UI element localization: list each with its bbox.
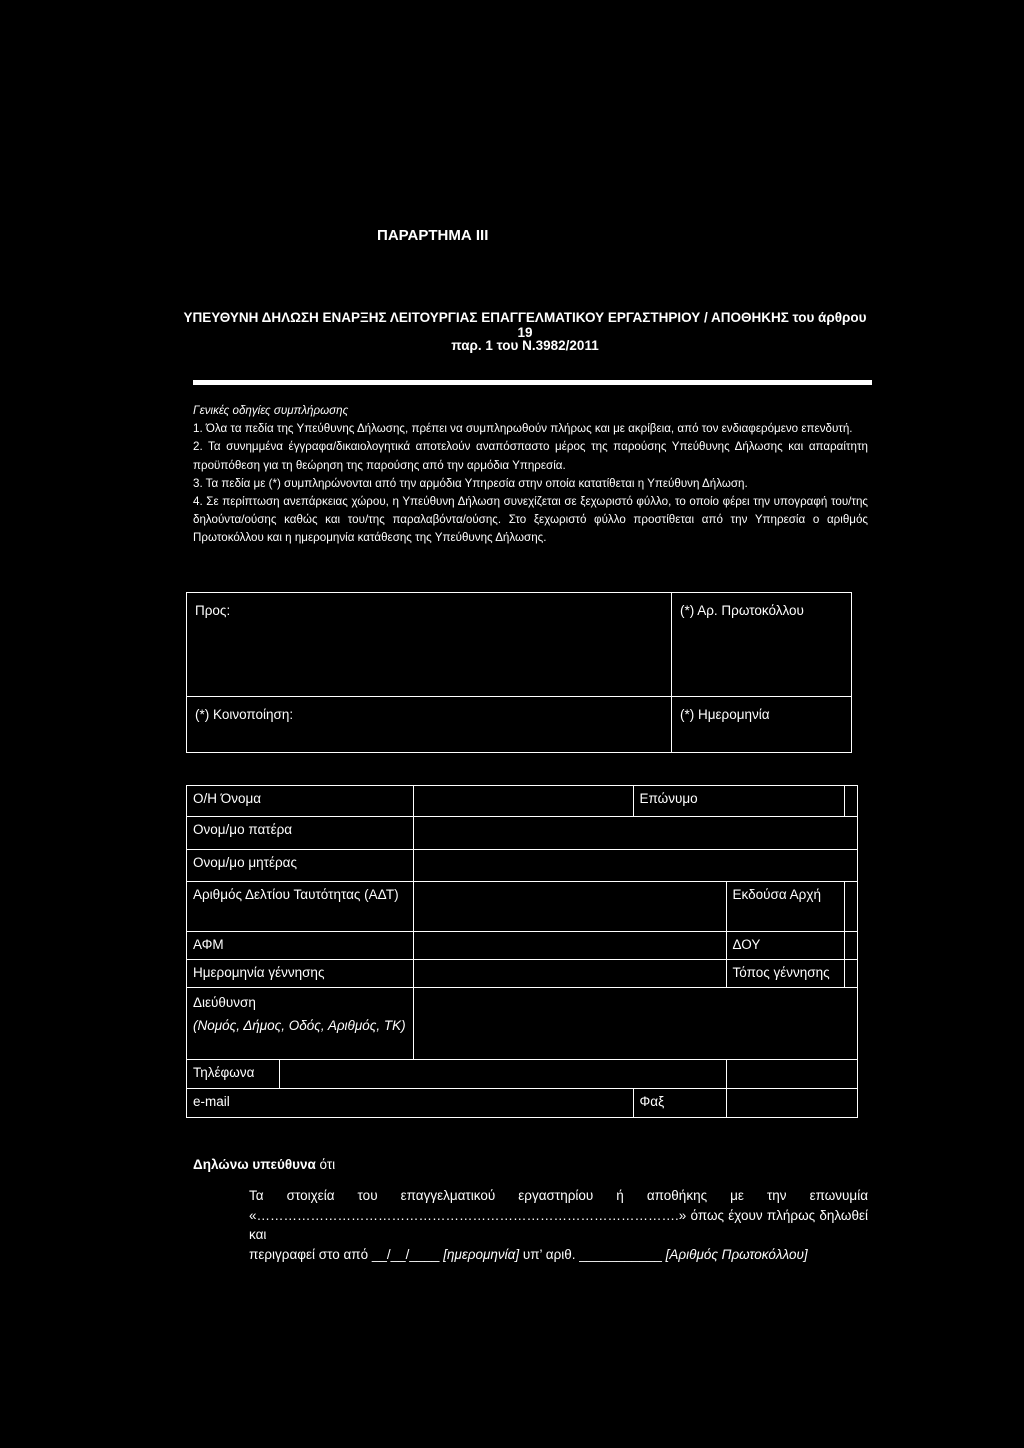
father-name-label: Ονομ/μο πατέρα: [193, 822, 293, 837]
declaration-number-hint: [Αριθμός Πρωτοκόλλου]: [665, 1246, 808, 1262]
phones-label: Τηλέφωνα: [193, 1065, 255, 1080]
to-field[interactable]: [187, 593, 672, 697]
address-label: Διεύθυνση: [193, 995, 256, 1010]
birth-date-label: Ημερομηνία γέννησης: [193, 965, 325, 980]
fax-label-cell: [633, 1089, 726, 1118]
tax-id-input[interactable]: [414, 932, 726, 960]
father-name-input[interactable]: [414, 817, 858, 850]
issuing-authority-input[interactable]: [844, 882, 857, 932]
tax-office-input[interactable]: [844, 932, 857, 960]
divider: [193, 380, 872, 385]
birth-place-input[interactable]: [844, 960, 857, 988]
instruction-item: 1. Όλα τα πεδία της Υπεύθυνης Δήλωσης, πρέπει να συμπληρωθούν πλήρως και με ακρίβεια, από τον ενδιαφερόμενο επενδυτή.: [193, 422, 853, 436]
surname-input[interactable]: [844, 786, 857, 817]
notification-label: (*) Κοινοποίηση:: [195, 707, 294, 722]
name-label: Ο/Η Όνομα: [193, 791, 262, 806]
email-label-cell: [187, 1089, 634, 1118]
document-heading-law: παρ. 1 του Ν.3982/2011: [451, 338, 599, 353]
surname-label-cell: [633, 786, 844, 817]
father-name-label-cell: [187, 817, 414, 850]
instruction-item: 2. Τα συνημμένα έγγραφα/δικαιολογητικά αποτελούν αναπόσπαστο μέρος της παρούσης Υπεύθυνης Δήλωσης και απαραίτητη προϋπόθεση για τη θεώρηση της παρούσης από την αρμόδια Υπηρεσία.: [193, 440, 868, 472]
instruction-item: 4. Σε περίπτωση ανεπάρκειας χώρου, η Υπεύθυνη Δήλωση συνεχίζεται σε ξεχωριστό φύλλο, το οποίο φέρει την υπογραφή του/της δηλούντα/ούσης καθώς και του/της παραλαβόντα/ούσης. Στο ξεχωριστό φύλλο προστίθεται από την Υπηρεσία ο αριθμός Πρωτοκόλλου και η ημερομηνία κατάθεσης της Υπεύθυνης Δήλωσης.: [193, 495, 868, 545]
instructions-title: Γενικές οδηγίες συμπλήρωσης: [193, 404, 349, 417]
mother-name-input[interactable]: [414, 850, 858, 882]
birth-date-label-cell: [187, 960, 414, 988]
declaration-bold: Δηλώνω υπεύθυνα: [193, 1157, 316, 1172]
declaration-rest: ότι: [315, 1157, 336, 1172]
birth-place-label: Τόπος γέννησης: [732, 965, 830, 980]
date-field[interactable]: [672, 697, 852, 753]
notification-field[interactable]: [187, 697, 672, 753]
phones-label-cell: [187, 1060, 280, 1089]
protocol-number-field[interactable]: [672, 593, 852, 697]
recipient-table: [186, 592, 852, 753]
name-input[interactable]: [414, 786, 633, 817]
id-card-label: Αριθμός Δελτίου Ταυτότητας (ΑΔΤ): [193, 887, 399, 902]
phones-input-2[interactable]: [726, 1060, 857, 1089]
address-input[interactable]: [414, 988, 858, 1060]
declaration-heading: [193, 1157, 335, 1172]
declaration-line: [249, 1245, 868, 1265]
to-label: Προς:: [195, 603, 231, 618]
address-label-cell: [187, 988, 414, 1060]
declaration-date-text: περιγραφεί στο από __/__/____: [249, 1246, 444, 1262]
birth-date-input[interactable]: [414, 960, 726, 988]
declaration-body: [249, 1186, 868, 1264]
surname-label: Επώνυμο: [639, 791, 698, 806]
tax-id-label: ΑΦΜ: [193, 937, 224, 952]
mother-name-label: Ονομ/μο μητέρας: [193, 855, 297, 870]
id-card-input[interactable]: [414, 882, 726, 932]
email-label: e-mail: [193, 1094, 230, 1109]
birth-place-label-cell: [726, 960, 844, 988]
name-label-cell: [187, 786, 414, 817]
instruction-item: 3. Τα πεδία με (*) συμπληρώνονται από την αρμόδια Υπηρεσία στην οποία κατατίθεται η Υπεύθυνη Δήλωση.: [193, 476, 748, 490]
fax-label: Φαξ: [639, 1094, 665, 1109]
declaration-date-hint: [ημερομηνία]: [443, 1246, 520, 1262]
tax-id-label-cell: [187, 932, 414, 960]
person-details-table: [186, 785, 858, 1118]
protocol-number-label: (*) Αρ. Πρωτοκόλλου: [680, 603, 804, 618]
address-hint: (Νομός, Δήμος, Οδός, Αριθμός, ΤΚ): [193, 1018, 406, 1033]
id-card-label-cell: [187, 882, 414, 932]
issuing-authority-label: Εκδούσα Αρχή: [732, 887, 821, 902]
date-label: (*) Ημερομηνία: [680, 707, 770, 722]
tax-office-label: ΔΟΥ: [732, 937, 761, 952]
instructions: [193, 402, 868, 548]
phones-input[interactable]: [280, 1060, 727, 1089]
tax-office-label-cell: [726, 932, 844, 960]
issuing-authority-label-cell: [726, 882, 844, 932]
mother-name-label-cell: [187, 850, 414, 882]
document-heading: ΥΠΕΥΘΥΝΗ ΔΗΛΩΣΗ ΕΝΑΡΞΗΣ ΛΕΙΤΟΥΡΓΙΑΣ ΕΠΑΓΓΕΛΜΑΤΙΚΟΥ ΕΡΓΑΣΤΗΡΙΟΥ / ΑΠΟΘΗΚΗΣ του άρθρου 19: [183, 310, 867, 340]
declaration-number-text: υπ’ αριθ. ___________: [519, 1246, 666, 1262]
declaration-line: Τα στοιχεία του επαγγελματικού εργαστηρίου ή αποθήκης με την επωνυμία «………………………………………………………………………………….» όπως έχουν πλήρως δηλωθεί και: [249, 1188, 868, 1242]
fax-input[interactable]: [726, 1089, 857, 1118]
annex-title: ΠΑΡΑΡΤΗΜΑ ΙΙΙ: [377, 227, 489, 244]
